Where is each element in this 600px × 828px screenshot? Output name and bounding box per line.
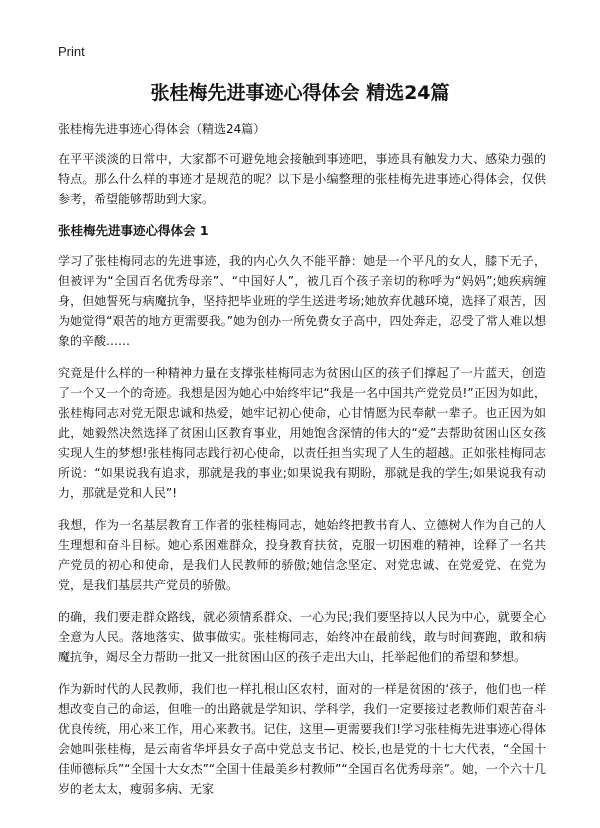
body-paragraph: 作为新时代的人民教师，我们也一样扎根山区农村，面对的一样是贫困的‘孩子，他们也一样想改变自己的命运，但唯一的出路就是学知识、学科学，我们一定要接过老教师们艰苦奋斗优良传统，用心来工作，用心来教书。记住，这里—更需要我们!学习张桂梅先进事迹心得体会她叫张桂梅，是云南省华坪县女子高中党总支书记、校长,也是党的十七大代表，“全国十佳师德标兵”“全国十大女杰”“全国十佳最美乡村教师”“全国百名优秀母亲”。她，一个六十几岁的老太太，瘦弱多病、无家	[58, 682, 546, 796]
article-subtitle: 张桂梅先进事迹心得体会（精选24篇）	[58, 122, 266, 136]
section-heading: 张桂梅先进事迹心得体会 1	[58, 223, 209, 238]
article-body	[58, 120, 546, 811]
body-paragraph: 我想，作为一名基层教育工作者的张桂梅同志，她始终把教书育人、立德树人作为自己的人生理想和奋斗目标。她心系困难群众，投身教育扶贫，克服一切困难的精神，诠释了一名共产党员的初心和使命，是我们人民教师的骄傲;她信念坚定、对党忠诚、在党爱党、在党为党，是我们基层共产党员的骄傲。	[58, 518, 546, 592]
body-paragraph: 究竟是什么样的一种精神力量在支撑张桂梅同志为贫困山区的孩子们撑起了一片蓝天，创造了一个又一个的奇迹。我想是因为她心中始终牢记“我是一名中国共产党党员!”正因为如此，张桂梅同志对党无限忠诚和热爱，她牢记初心使命，心甘情愿为民奉献一辈子。也正因为如此，她毅然决然选择了贫困山区教育事业，用她饱含深情的伟大的“爱”去帮助贫困山区女孩实现人生的梦想!张桂梅同志践行初心使命，以责任担当实现了人生的超越。正如张桂梅同志所说：“如果说我有追求，那就是我的事业;如果说我有期盼，那就是我的学生;如果说我有动力，那就是党和人民”!	[58, 366, 546, 500]
page-title: 张桂梅先进事迹心得体会 精选24篇	[150, 82, 450, 104]
body-paragraph: 学习了张桂梅同志的先进事迹，我的内心久久不能平静：她是一个平凡的女人，膝下无子，但被评为“全国百名优秀母亲”、“中国好人”，被几百个孩子亲切的称呼为“妈妈”;她疾病缠身，但她誓死与病魔抗争，坚持把毕业班的学生送进考场;她放弃优越环境，选择了艰苦，因为她觉得“艰苦的地方更需要我。”她为创办一所免费女子高中，四处奔走，忍受了常人难以想象的辛酸……	[58, 254, 546, 348]
print-link[interactable]: Print	[58, 44, 85, 59]
body-paragraph: 的确，我们要走群众路线，就必须情系群众、一心为民;我们要坚持以人民为中心，就要全心全意为人民。落地落实、做事做实。张桂梅同志，始终冲在最前线，敢与时间赛跑，敢和病魔抗争，竭尽全力帮助一批又一批贫困山区的孩子走出大山，托举起他们的希望和梦想。	[58, 610, 546, 664]
intro-paragraph: 在平平淡淡的日常中，大家都不可避免地会接触到事迹吧，事迹具有触发力大、感染力强的特点。那么什么样的事迹才是规范的呢？以下是小编整理的张桂梅先进事迹心得体会，仅供参考，希望能够帮助到大家。	[58, 152, 546, 206]
